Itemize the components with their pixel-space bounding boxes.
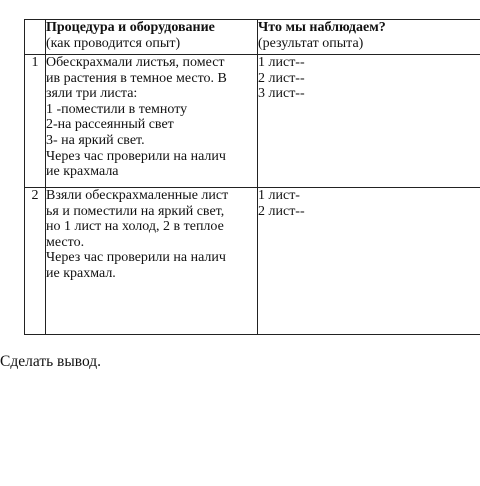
header-number-cell bbox=[25, 20, 46, 55]
observation-line: 3 лист-- bbox=[258, 86, 305, 102]
procedure-line: ив растения в темное место. В bbox=[46, 70, 227, 86]
procedure-column-subtitle: (как проводится опыт) bbox=[46, 35, 181, 51]
observation-cell bbox=[258, 188, 480, 335]
observation-line: 1 лист- bbox=[258, 188, 300, 203]
procedure-line: Через час проверили на налич bbox=[46, 148, 226, 164]
conclusion-instruction: Сделать вывод. bbox=[0, 353, 102, 370]
procedure-line: Обескрахмали листья, помест bbox=[46, 55, 225, 70]
procedure-line: 1 -поместили в темноту bbox=[46, 101, 188, 117]
observation-line: 2 лист-- bbox=[258, 70, 305, 86]
observation-line: 1 лист-- bbox=[258, 55, 305, 70]
procedure-line: ие крахмала bbox=[46, 164, 119, 180]
procedure-line: ья и поместили на яркий свет, bbox=[46, 203, 225, 219]
header-procedure-cell bbox=[46, 20, 258, 55]
procedure-cell bbox=[46, 55, 258, 188]
procedure-line: Взяли обескрахмаленные лист bbox=[46, 188, 229, 203]
observation-line: 2 лист-- bbox=[258, 203, 305, 219]
procedure-line: Через час проверили на налич bbox=[46, 250, 226, 266]
procedure-line: 3- на яркий свет. bbox=[46, 132, 145, 148]
header-observation-cell bbox=[258, 20, 480, 55]
observation-column-subtitle: (результат опыта) bbox=[258, 35, 364, 51]
table-row-2 bbox=[25, 188, 480, 335]
observation-cell bbox=[258, 55, 480, 188]
table-header-row bbox=[25, 20, 480, 55]
row-number: 2 bbox=[25, 188, 46, 335]
experiment-table bbox=[24, 19, 480, 335]
procedure-line: но 1 лист на холод, 2 в теплое bbox=[46, 219, 224, 235]
procedure-line: ие крахмал. bbox=[46, 265, 116, 281]
row-number: 1 bbox=[25, 55, 46, 188]
observation-column-title: Что мы наблюдаем? bbox=[258, 20, 386, 35]
table-row-1 bbox=[25, 55, 480, 188]
procedure-line: место. bbox=[46, 234, 85, 250]
procedure-line: зяли три листа: bbox=[46, 86, 138, 102]
procedure-line: 2-на рассеянный свет bbox=[46, 117, 174, 133]
procedure-column-title: Процедура и оборудование bbox=[46, 20, 215, 35]
procedure-cell bbox=[46, 188, 258, 335]
